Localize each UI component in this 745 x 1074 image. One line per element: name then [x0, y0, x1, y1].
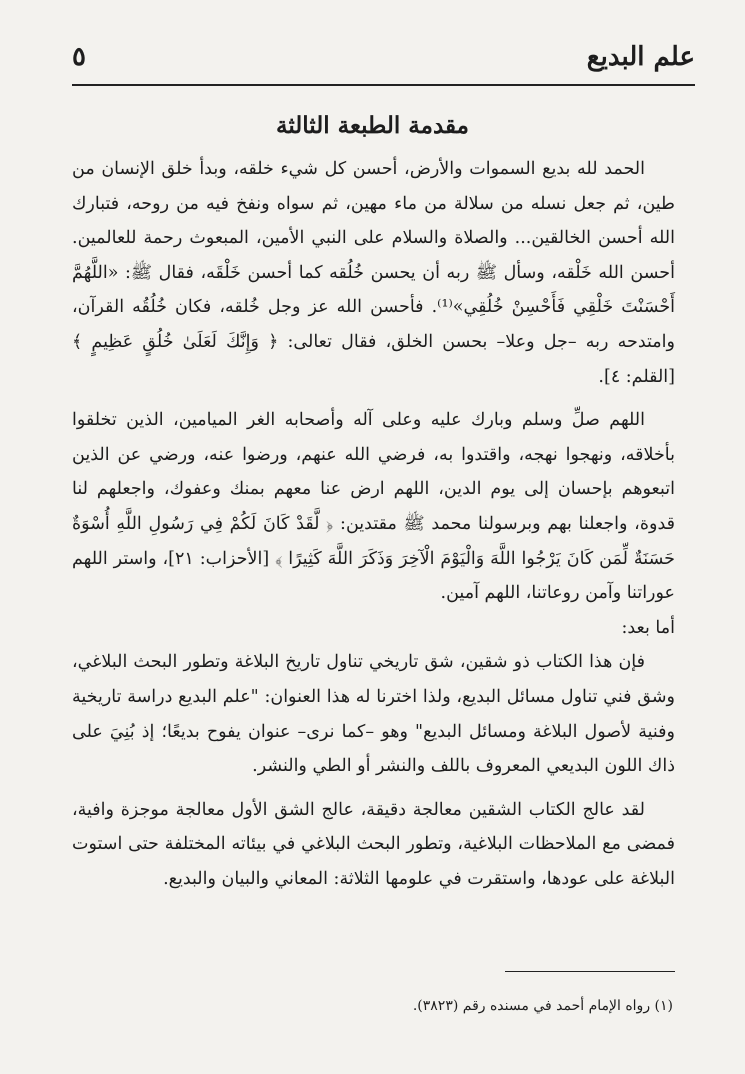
body-text	[72, 152, 675, 896]
footnote-rule	[505, 971, 675, 972]
running-title: علم البديع	[586, 42, 695, 72]
paragraph-3: أما بعد:	[621, 617, 675, 638]
paragraph-4: فإن هذا الكتاب ذو شقين، شق تاريخي تناول تاريخ البلاغة وتطور البحث البلاغي، وشق فني تناول مسائل البديع، ولذا اخترنا له هذا العنوان: "علم البديع دراسة تاريخية وفنية لأصول البلاغة ومسائل البديع" وهو –كما نرى– عنوان يفوح بديعًا؛ إذ بُنِيَ على ذاك اللون البديعي المعروف باللف والنشر أو الطي والنشر.	[72, 652, 675, 777]
section-title: مقدمة الطبعة الثالثة	[276, 112, 469, 139]
header-rule	[72, 84, 695, 86]
paragraph-5: لقد عالج الكتاب الشقين معالجة دقيقة، عالج الشق الأول معالجة موجزة وافية، فمضى مع الملاحظات البلاغية، وتطور البحث البلاغي في بيئاته المختلفة حتى استوت البلاغة على عودها، واستقرت في علومها الثلاثة: المعاني والبيان والبديع.	[72, 799, 675, 889]
paragraph-1: الحمد لله بديع السموات والأرض، أحسن كل شيء خلقه، وبدأ خلق الإنسان من طين، ثم جعل نسله من سلالة من ماء مهين، ثم سواه ونفخ فيه من روحه، فتبارك الله أحسن الخالقين... والصلاة والسلام على النبي الأمين، المبعوث رحمة للعالمين. أحسن الله خَلْقه، وسأل ﷺ ربه أن يحسن خُلُقه كما أحسن خَلْقَه، فقال ﷺ: «اللَّهُمَّ أَحْسَنْتَ خَلْقِي فَأَحْسِنْ خُلُقِي»⁽¹⁾. فأحسن الله عز وجل خُلقه، فكان خُلُقُه القرآن، وامتدحه ربه –جل وعلا– بحسن الخلق، فقال تعالى: ﴿ وَإِنَّكَ لَعَلَىٰ خُلُقٍ عَظِيمٍ ﴾ [القلم: ٤].	[72, 159, 675, 387]
footnote: (١) رواه الإمام أحمد في مسنده رقم (٣٨٢٣).	[412, 998, 673, 1014]
page-number: ٥	[72, 42, 86, 72]
page-header	[72, 42, 695, 82]
paragraph-2: اللهم صلِّ وسلم وبارك عليه وعلى آله وأصحابه الغر الميامين، الذين تخلقوا بأخلاقه، ونهجوا نهجه، واقتدوا به، فرضي الله عنهم، ورضوا عنه، ورضي عن الذين اتبعوهم بإحسان إلى يوم الدين، اللهم ارض عنا معهم بمنك وعفوك، واجعلهم لنا قدوة، واجعلنا بهم وبرسولنا محمد ﷺ مقتدين: ﴿ لَّقَدْ كَانَ لَكُمْ فِي رَسُولِ اللَّهِ أُسْوَةٌ حَسَنَةٌ لِّمَن كَانَ يَرْجُوا اللَّهَ وَالْيَوْمَ الْآخِرَ وَذَكَرَ اللَّهَ كَثِيرًا ﴾ [الأحزاب: ٢١]، واستر اللهم عوراتنا وآمن روعاتنا، اللهم آمين.	[72, 410, 676, 604]
